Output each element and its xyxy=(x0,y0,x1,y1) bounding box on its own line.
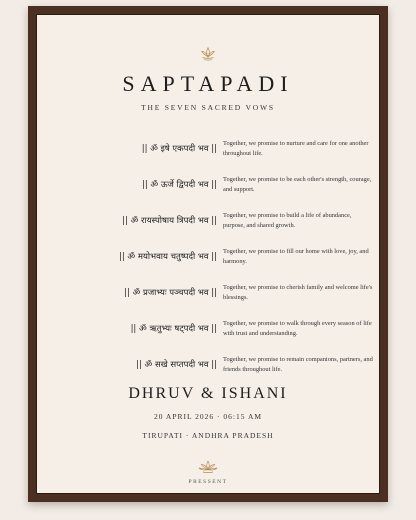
couple-names: DHRUV & ISHANI xyxy=(128,385,288,402)
vow-english: Together, we promise to walk through every season of life with trust and understanding. xyxy=(223,320,372,337)
lotus-icon xyxy=(198,460,218,474)
brand-mark: PRESSENT xyxy=(188,479,228,485)
lotus-icon xyxy=(199,45,217,63)
vow-english: Together, we promise to fill our home with love, joy, and harmony. xyxy=(223,248,369,265)
vow-english: Together, we promise to nurture and care for one another throughout life. xyxy=(223,140,369,157)
vow-english: Together, we promise to remain companions, partners, and friends throughout life. xyxy=(223,356,373,373)
vow-english: Together, we promise to build a life of abundance, purpose, and shared growth. xyxy=(223,212,352,229)
wedding-date: 20 APRIL 2026 · 06:15 AM xyxy=(153,412,263,421)
vow-sanskrit: || ॐ ऊर्जे द्विपदी भव || xyxy=(141,180,217,190)
vow-row-2 xyxy=(37,175,379,205)
vow-row-6 xyxy=(37,319,379,349)
vow-sanskrit: || ॐ ऋतुभ्यः षट्पदी भव || xyxy=(130,324,217,334)
picture-frame xyxy=(28,6,388,502)
vow-english: Together, we promise to cherish family and welcome life's blessings. xyxy=(223,284,373,301)
vow-english: Together, we promise to be each other's strength, courage, and support. xyxy=(223,176,372,193)
poster-title: SAPTAPADI xyxy=(122,71,294,96)
vow-sanskrit: || ॐ प्रजाभ्यः पञ्चपदी भव || xyxy=(124,288,217,298)
vow-row-4 xyxy=(37,247,379,277)
poster-paper xyxy=(36,14,380,494)
vow-sanskrit: || ॐ सखे सप्तपदी भव || xyxy=(136,360,217,370)
vow-sanskrit: || ॐ रायस्पोषाय त्रिपदी भव || xyxy=(122,216,217,226)
vow-sanskrit: || ॐ इषे एकपदी भव || xyxy=(141,144,217,154)
vow-row-5 xyxy=(37,283,379,313)
vow-row-1 xyxy=(37,139,379,169)
vow-row-7 xyxy=(37,355,379,385)
poster-subtitle: THE SEVEN SACRED VOWS xyxy=(141,103,275,112)
vow-row-3 xyxy=(37,211,379,241)
wedding-place: TIRUPATI · ANDHRA PRADESH xyxy=(142,431,274,440)
vow-sanskrit: || ॐ मयोभवाय चतुष्पदी भव || xyxy=(119,252,217,262)
